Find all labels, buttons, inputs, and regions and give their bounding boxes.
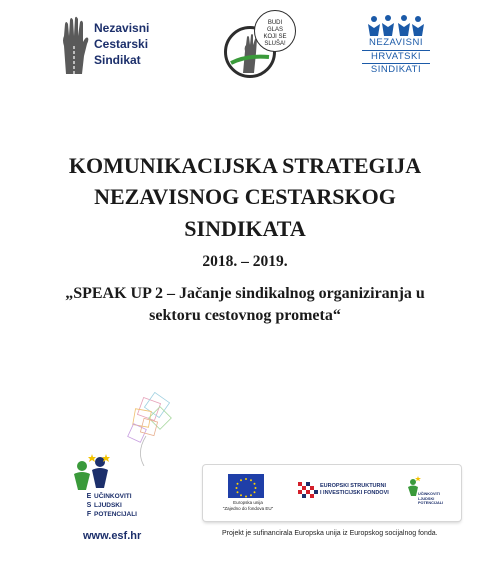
esf-letter-e: E xyxy=(86,493,92,500)
mini-esf-line1: UČINKOVITI xyxy=(418,492,440,496)
logo-nezavisni-cestarski-sindikat xyxy=(60,16,190,78)
ncs-line2: Cestarski xyxy=(94,37,149,51)
project-name-line2: sektoru cestovnog prometa“ xyxy=(149,307,341,324)
people-icon xyxy=(366,14,426,38)
eu-caption xyxy=(222,500,274,511)
esf-label-line2: LJUDSKI xyxy=(94,502,122,509)
esf-label-line3: POTENCIJALI xyxy=(94,511,137,518)
mini-esf-line3: POTENCIJALI xyxy=(418,501,444,506)
cofinancing-statement: Projekt je sufinancirala Europska unija iz Europskog socijalnog fonda. xyxy=(222,530,438,537)
esf-website-link[interactable]: www.esf.hr xyxy=(83,530,142,542)
esi-funds-label xyxy=(320,483,389,497)
speech-bubble xyxy=(254,10,296,52)
document-title-line1: KOMUNIKACIJSKA STRATEGIJA xyxy=(68,153,422,178)
croatian-checkerboard-icon xyxy=(298,482,318,500)
mini-esf-label xyxy=(418,492,443,506)
eu-caption-line2: "Zajedno do fondova EU" xyxy=(222,505,274,511)
document-years: 2018. – 2019. xyxy=(202,253,288,270)
ncs-line1: Nezavisni xyxy=(94,21,150,35)
document-title-line2: NEZAVISNOG CESTARSKOG xyxy=(94,184,396,209)
esf-label xyxy=(94,492,137,519)
mini-esf-line2: LJUDSKI xyxy=(418,496,435,501)
eu-flag-icon xyxy=(228,474,264,498)
budi-line4: SLUŠA! xyxy=(264,41,286,47)
esf-letter-f: F xyxy=(86,511,92,518)
document-title-line3: SINDIKATA xyxy=(184,216,306,241)
esf-label-line1: UČINKOVITI xyxy=(94,493,132,500)
esf-letter-s: S xyxy=(86,502,92,509)
nhs-line2: HRVATSKI xyxy=(371,50,421,62)
ncs-line3: Sindikat xyxy=(94,53,141,67)
esi-line1: EUROPSKI STRUKTURNI xyxy=(320,483,387,489)
hand-icon xyxy=(60,16,90,74)
logo-nezavisni-hrvatski-sindikati xyxy=(356,14,436,76)
budi-line2: GLAS xyxy=(266,27,283,33)
project-name-line1: „SPEAK UP 2 – Jačanje sindikalnog organiziranja u xyxy=(65,285,425,302)
nhs-line3: SINDIKATI xyxy=(370,64,422,75)
esf-letters xyxy=(84,492,94,519)
logo-budi-glas xyxy=(224,10,296,85)
nhs-line1: NEZAVISNI xyxy=(369,37,423,48)
esi-line2: I INVESTICIJSKI FONDOVI xyxy=(320,490,389,496)
budi-line1: BUDI xyxy=(267,20,283,26)
budi-line3: KOJI SE xyxy=(263,34,287,40)
eu-caption-line1: Europska unija xyxy=(233,500,263,505)
